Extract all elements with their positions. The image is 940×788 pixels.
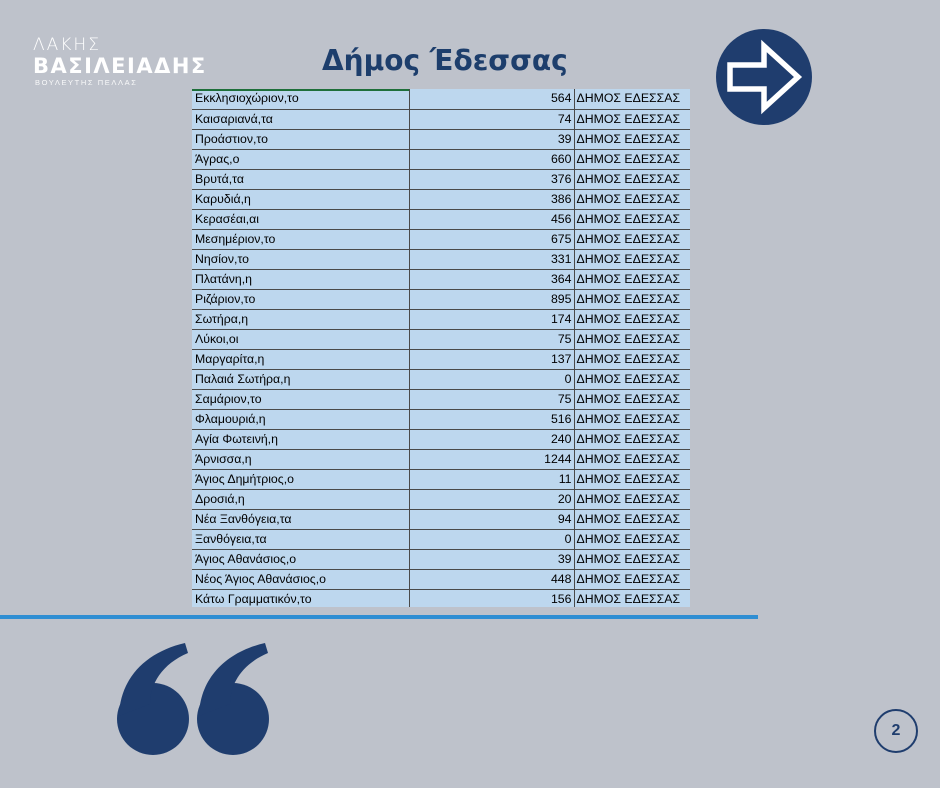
cell-value[interactable]: 675 [409,229,574,249]
cell-value[interactable]: 75 [409,329,574,349]
cell-value[interactable]: 895 [409,289,574,309]
table-row [192,429,690,449]
cell-municipality[interactable]: ΔΗΜΟΣ ΕΔΕΣΣΑΣ [574,469,690,489]
cell-name[interactable]: Λύκοι,οι [192,329,409,349]
cell-municipality[interactable]: ΔΗΜΟΣ ΕΔΕΣΣΑΣ [574,209,690,229]
cell-value[interactable]: 364 [409,269,574,289]
table-row [192,229,690,249]
cell-value[interactable]: 331 [409,249,574,269]
cell-value[interactable]: 74 [409,109,574,129]
cell-municipality[interactable]: ΔΗΜΟΣ ΕΔΕΣΣΑΣ [574,309,690,329]
table-row [192,569,690,589]
table-row [192,249,690,269]
cell-municipality[interactable]: ΔΗΜΟΣ ΕΔΕΣΣΑΣ [574,149,690,169]
cell-name[interactable]: Κάτω Γραμματικόν,το [192,589,409,607]
cell-municipality[interactable]: ΔΗΜΟΣ ΕΔΕΣΣΑΣ [574,449,690,469]
cell-municipality[interactable]: ΔΗΜΟΣ ΕΔΕΣΣΑΣ [574,389,690,409]
cell-value[interactable]: 174 [409,309,574,329]
cell-municipality[interactable]: ΔΗΜΟΣ ΕΔΕΣΣΑΣ [574,329,690,349]
table-row [192,349,690,369]
cell-value[interactable]: 94 [409,509,574,529]
data-table [192,89,690,607]
cell-value[interactable]: 240 [409,429,574,449]
cell-municipality[interactable]: ΔΗΜΟΣ ΕΔΕΣΣΑΣ [574,229,690,249]
logo [33,36,207,88]
table-row [192,109,690,129]
cell-municipality[interactable]: ΔΗΜΟΣ ΕΔΕΣΣΑΣ [574,549,690,569]
cell-name[interactable]: Σωτήρα,η [192,309,409,329]
cell-name[interactable]: Άγιος Δημήτριος,ο [192,469,409,489]
table-row [192,129,690,149]
cell-name[interactable]: Νησίον,το [192,249,409,269]
table-row [192,329,690,349]
cell-value[interactable]: 564 [409,89,574,109]
table-row [192,89,690,109]
cell-municipality[interactable]: ΔΗΜΟΣ ΕΔΕΣΣΑΣ [574,129,690,149]
cell-value[interactable]: 20 [409,489,574,509]
cell-name[interactable]: Προάστιον,το [192,129,409,149]
cell-municipality[interactable]: ΔΗΜΟΣ ΕΔΕΣΣΑΣ [574,589,690,607]
page-number: 2 [874,709,918,753]
table-row [192,389,690,409]
cell-municipality[interactable]: ΔΗΜΟΣ ΕΔΕΣΣΑΣ [574,489,690,509]
cell-name[interactable]: Άρνισσα,η [192,449,409,469]
cell-name[interactable]: Σαμάριον,το [192,389,409,409]
page-title: Δήμος Έδεσσας [322,44,568,77]
cell-name[interactable]: Άγρας,ο [192,149,409,169]
table-row [192,189,690,209]
logo-subtitle: ΒΟΥΛΕΥΤΗΣ ΠΕΛΛΑΣ [35,78,138,87]
table-row [192,149,690,169]
cell-name[interactable]: Φλαμουριά,η [192,409,409,429]
cell-municipality[interactable]: ΔΗΜΟΣ ΕΔΕΣΣΑΣ [574,409,690,429]
cell-value[interactable]: 386 [409,189,574,209]
cell-municipality[interactable]: ΔΗΜΟΣ ΕΔΕΣΣΑΣ [574,169,690,189]
table-row [192,209,690,229]
cell-municipality[interactable]: ΔΗΜΟΣ ΕΔΕΣΣΑΣ [574,289,690,309]
divider-line [0,615,758,619]
table-row [192,449,690,469]
table-row [192,309,690,329]
cell-municipality[interactable]: ΔΗΜΟΣ ΕΔΕΣΣΑΣ [574,569,690,589]
cell-municipality[interactable]: ΔΗΜΟΣ ΕΔΕΣΣΑΣ [574,189,690,209]
cell-municipality[interactable]: ΔΗΜΟΣ ΕΔΕΣΣΑΣ [574,89,690,109]
cell-value[interactable]: 11 [409,469,574,489]
cell-municipality[interactable]: ΔΗΜΟΣ ΕΔΕΣΣΑΣ [574,109,690,129]
cell-name[interactable]: Πλατάνη,η [192,269,409,289]
cell-name[interactable]: Καισαριανά,τα [192,109,409,129]
cell-value[interactable]: 1244 [409,449,574,469]
cell-name[interactable]: Βρυτά,τα [192,169,409,189]
cell-selection-indicator [192,89,409,91]
cell-name[interactable]: Εκκλησιοχώριον,το [192,89,409,109]
logo-first-name: ΛΑΚΗΣ [33,35,101,55]
cell-name[interactable]: Δροσιά,η [192,489,409,509]
table-row [192,269,690,289]
arrow-right-icon [716,29,812,125]
cell-value[interactable]: 0 [409,369,574,389]
cell-value[interactable]: 0 [409,529,574,549]
logo-last-name: ΒΑΣΙΛΕΙΑΔΗΣ [33,54,207,78]
cell-name[interactable]: Ριζάριον,το [192,289,409,309]
cell-name[interactable]: Παλαιά Σωτήρα,η [192,369,409,389]
table-row [192,549,690,569]
cell-name[interactable]: Αγία Φωτεινή,η [192,429,409,449]
cell-value[interactable]: 376 [409,169,574,189]
cell-municipality[interactable]: ΔΗΜΟΣ ΕΔΕΣΣΑΣ [574,349,690,369]
cell-name[interactable]: Νέος Άγιος Αθανάσιος,ο [192,569,409,589]
table-row [192,169,690,189]
cell-value[interactable]: 448 [409,569,574,589]
cell-value[interactable]: 39 [409,129,574,149]
cell-municipality[interactable]: ΔΗΜΟΣ ΕΔΕΣΣΑΣ [574,509,690,529]
cell-municipality[interactable]: ΔΗΜΟΣ ΕΔΕΣΣΑΣ [574,429,690,449]
table-row [192,289,690,309]
spreadsheet [192,89,690,607]
cell-value[interactable]: 660 [409,149,574,169]
quote-marks-icon [116,640,270,761]
table-row [192,489,690,509]
next-slide-button[interactable] [716,29,812,125]
cell-name[interactable]: Καρυδιά,η [192,189,409,209]
cell-value[interactable]: 456 [409,209,574,229]
table-row [192,369,690,389]
cell-value[interactable]: 137 [409,349,574,369]
cell-municipality[interactable]: ΔΗΜΟΣ ΕΔΕΣΣΑΣ [574,249,690,269]
cell-name[interactable]: Ξανθόγεια,τα [192,529,409,549]
table-row [192,529,690,549]
table-row [192,469,690,489]
cell-name[interactable]: Μεσημέριον,το [192,229,409,249]
cell-municipality[interactable]: ΔΗΜΟΣ ΕΔΕΣΣΑΣ [574,529,690,549]
table-row [192,409,690,429]
cell-name[interactable]: Άγιος Αθανάσιος,ο [192,549,409,569]
cell-municipality[interactable]: ΔΗΜΟΣ ΕΔΕΣΣΑΣ [574,369,690,389]
table-body [192,89,690,607]
cell-name[interactable]: Κερασέαι,αι [192,209,409,229]
cell-municipality[interactable]: ΔΗΜΟΣ ΕΔΕΣΣΑΣ [574,269,690,289]
cell-value[interactable]: 516 [409,409,574,429]
table-row [192,589,690,607]
cell-name[interactable]: Νέα Ξανθόγεια,τα [192,509,409,529]
table-row [192,509,690,529]
cell-value[interactable]: 75 [409,389,574,409]
cell-value[interactable]: 39 [409,549,574,569]
cell-name[interactable]: Μαργαρίτα,η [192,349,409,369]
cell-value[interactable]: 156 [409,589,574,607]
